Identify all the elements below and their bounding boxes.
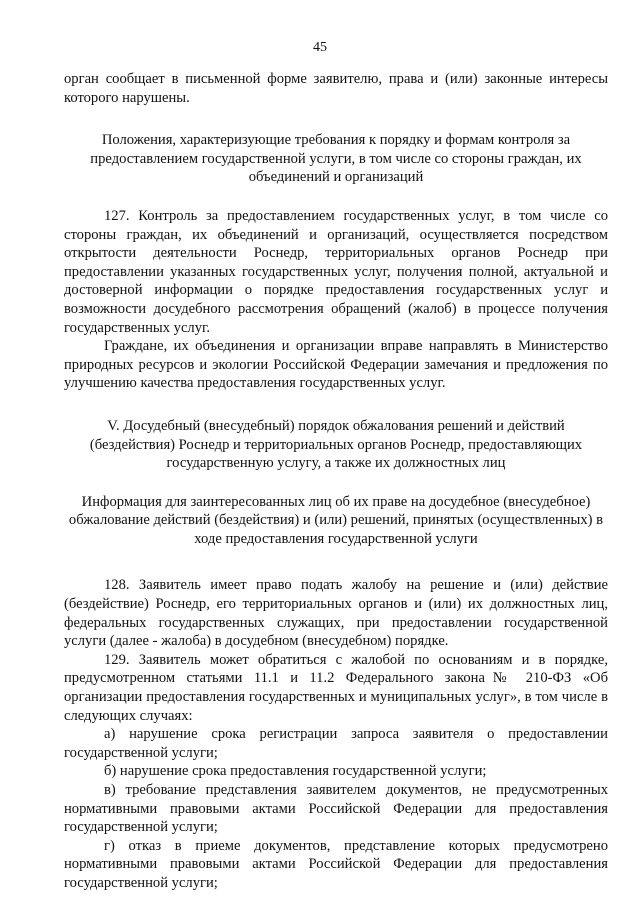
document-body	[64, 70, 608, 893]
list-item-a: а) нарушение срока регистрации запроса заявителя о предоставлении государственной услуги;	[64, 726, 608, 761]
paragraph-129: 129. Заявитель может обратиться с жалобой по основаниям и в порядке, предусмотренном статьями 11.1 и 11.2 Федерального закона№ 210-ФЗ «Об организации предоставления государственных и муниципальных услуг», в том числе в следующих случаях:	[64, 651, 608, 724]
intro-paragraph: орган сообщает в письменной форме заявителю, права и (или) законные интересы которого нарушены.	[64, 71, 608, 106]
paragraph-citizens: Граждане, их объединения и организации вправе направлять в Министерство природных ресурсов и экологии Российской Федерации замечания и предложения по улучшению качества предоставления государственных услуг.	[64, 338, 608, 392]
heading-control-requirements: Положения, характеризующие требования к порядку и формам контроля за предоставлением государственной услуги, в том числе со стороны граждан, их объединений и организаций	[90, 132, 582, 186]
paragraph-128: 128. Заявитель имеет право подать жалобу на решение и (или) действие (бездействие) Роснедр, его территориальных органов и (или) их должностных лиц, федеральных государственных служащих, при предоставлении государственной услуги (далее - жалоба) в досудебном (внесудебном) порядке.	[64, 577, 608, 650]
list-item-v: в) требование представления заявителем документов, не предусмотренных нормативными правовыми актами Российской Федерации для предоставления государственной услуги;	[64, 782, 608, 836]
page-number: 45	[313, 40, 327, 55]
paragraph-127: 127. Контроль за предоставлением государственных услуг, в том числе со стороны граждан, их объединений и организаций, осуществляется посредством открытости деятельности Роснедр, территориальных органов Роснедр при предоставлении указанных государственных услуг, получения полной, актуальной и достоверной информации о порядке предоставления государственных услуг и возможности досудебного рассмотрения обращений (жалоб) в процессе получения государственных услуг.	[64, 207, 608, 336]
list-item-b: б) нарушение срока предоставления государственной услуги;	[104, 763, 487, 780]
heading-section-v: V. Досудебный (внесудебный) порядок обжалования решений и действий (бездействия) Роснедр и территориальных органов Роснедр, предоставляющих государственную услугу, а также их должностных лиц	[89, 417, 583, 472]
heading-appeal-info: Информация для заинтересованных лиц об их праве на досудебное (внесудебное) обжалование действий (бездействия) и (или) решений, принятых (осуществленных) в ходе предоставления государственной услуги	[68, 493, 604, 547]
list-item-g: г) отказ в приеме документов, представление которых предусмотрено нормативными правовыми актами Российской Федерации для предоставления государственной услуги;	[64, 837, 608, 891]
